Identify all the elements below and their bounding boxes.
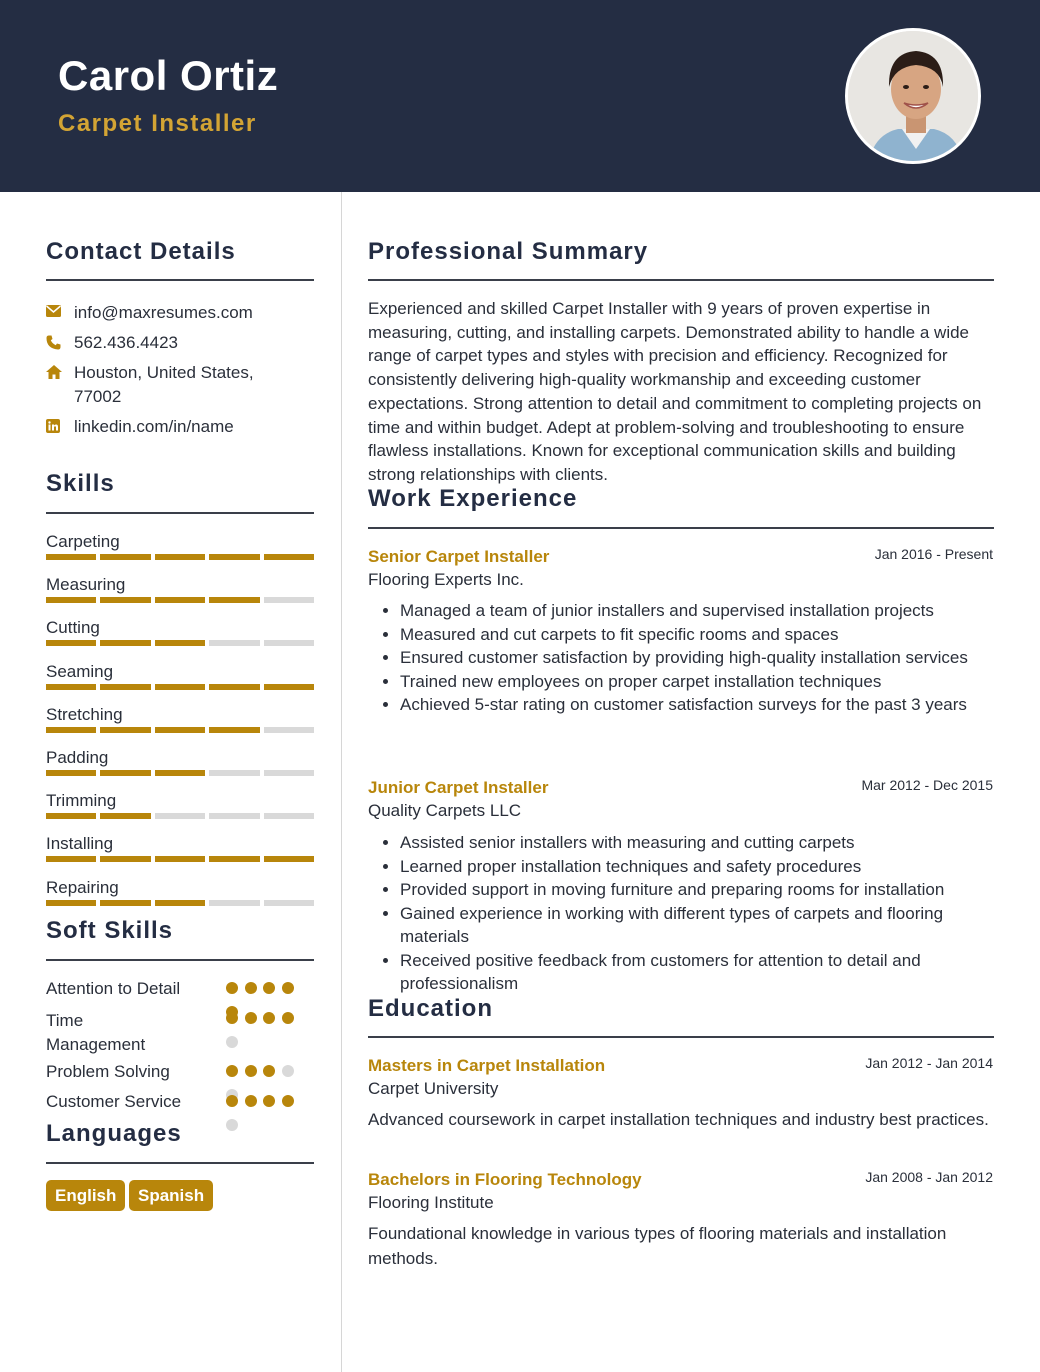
address-line-2: 77002 bbox=[74, 387, 122, 406]
list-item: • Managed a team of junior installers and supervised installation projects bbox=[400, 599, 1000, 623]
language-tag: Spanish bbox=[129, 1180, 213, 1211]
skill-level-segment bbox=[155, 856, 205, 862]
skill-name: Stretching bbox=[46, 704, 123, 724]
contact-rule bbox=[46, 279, 314, 281]
job-bullets bbox=[400, 599, 1000, 717]
soft-skill-name: Time Management bbox=[46, 1011, 146, 1054]
skill-level-segment bbox=[264, 727, 314, 733]
skill-level-segment bbox=[264, 813, 314, 819]
skill-name: Carpeting bbox=[46, 532, 120, 551]
rating-dot bbox=[282, 982, 294, 994]
skills-heading: Skills bbox=[46, 470, 115, 497]
skill-row bbox=[46, 575, 314, 595]
skill-level-segment bbox=[46, 813, 96, 819]
phone-text: 562.436.4423 bbox=[74, 333, 178, 352]
rating-dot bbox=[282, 1095, 294, 1107]
list-item: • Achieved 5-star rating on customer satisfaction surveys for the past 3 years bbox=[400, 693, 1000, 717]
skill-level-segment bbox=[155, 684, 205, 690]
list-item: • Received positive feedback from customers for attention to detail and professionalism bbox=[400, 949, 1000, 996]
envelope-icon bbox=[46, 303, 74, 323]
skill-level-segment bbox=[209, 554, 259, 560]
soft-skill-name: Problem Solving bbox=[46, 1062, 170, 1081]
job-company: Quality Carpets LLC bbox=[368, 801, 522, 820]
linkedin-text: linkedin.com/in/name bbox=[74, 417, 234, 436]
column-divider bbox=[341, 192, 342, 1372]
contact-linkedin[interactable] bbox=[46, 417, 234, 437]
skill-level-bar bbox=[46, 813, 314, 819]
skill-row bbox=[46, 705, 314, 725]
skill-level-segment bbox=[100, 727, 150, 733]
job-date: Jan 2016 - Present bbox=[874, 546, 993, 562]
job-date: Mar 2012 - Dec 2015 bbox=[861, 777, 993, 793]
rating-dot bbox=[263, 1065, 275, 1077]
skill-name: Trimming bbox=[46, 791, 117, 811]
summary-heading: Professional Summary bbox=[368, 238, 649, 265]
list-item: • Gained experience in working with different types of carpets and flooring materials bbox=[400, 902, 1000, 949]
soft-skills-heading: Soft Skills bbox=[46, 917, 174, 944]
skill-level-bar bbox=[46, 640, 314, 646]
skill-level-segment bbox=[155, 813, 205, 819]
skill-name: Measuring bbox=[46, 575, 126, 595]
skill-name: Padding bbox=[46, 748, 109, 767]
summary-text: Experienced and skilled Carpet Installer with 9 years of proven expertise in measuring, cutting, and installing carpets. Demonstrated ability to handle a wide range of carpet types and styles with precision and efficiency. Recognized for consistently delivering high-quality workmanship and exceeding customer expectations. Strong attention to detail and commitment to completing projects on time and within budget. Adept at problem-solving and troubleshooting to ensure flawless installations. Known for exceptional communication skills and building strong relationships with clients. bbox=[368, 299, 982, 484]
skill-level-bar bbox=[46, 770, 314, 776]
rating-dot bbox=[245, 1065, 257, 1077]
list-item: • Measured and cut carpets to fit specific rooms and spaces bbox=[400, 623, 1000, 647]
skill-level-bar bbox=[46, 554, 314, 560]
degree-date: Jan 2008 - Jan 2012 bbox=[865, 1169, 993, 1185]
degree-description: Foundational knowledge in various types of flooring materials and installation methods. bbox=[368, 1224, 947, 1268]
degree-title: Masters in Carpet Installation bbox=[368, 1056, 606, 1075]
skill-level-segment bbox=[100, 856, 150, 862]
rating-dot bbox=[226, 1119, 238, 1131]
skill-level-segment bbox=[100, 770, 150, 776]
degree-title: Bachelors in Flooring Technology bbox=[368, 1170, 642, 1189]
rating-dot bbox=[226, 982, 238, 994]
skill-level-segment bbox=[100, 900, 150, 906]
skill-level-segment bbox=[155, 770, 205, 776]
skill-level-segment bbox=[209, 727, 259, 733]
skill-level-segment bbox=[46, 597, 96, 603]
rating-dot bbox=[245, 1012, 257, 1024]
skill-level-segment bbox=[209, 684, 259, 690]
degree-description: Advanced coursework in carpet installation techniques and industry best practices. bbox=[368, 1110, 989, 1129]
skill-level-segment bbox=[264, 856, 314, 862]
skill-level-segment bbox=[155, 727, 205, 733]
skill-level-segment bbox=[209, 856, 259, 862]
skill-level-segment bbox=[46, 684, 96, 690]
skill-row bbox=[46, 532, 314, 552]
skill-level-segment bbox=[100, 684, 150, 690]
rating-dot bbox=[245, 1095, 257, 1107]
skill-level-bar bbox=[46, 684, 314, 690]
skill-row bbox=[46, 791, 314, 811]
skill-level-bar bbox=[46, 727, 314, 733]
job-bullets bbox=[400, 831, 1000, 996]
contact-heading: Contact Details bbox=[46, 238, 236, 265]
skill-row bbox=[46, 748, 314, 768]
languages-rule bbox=[46, 1162, 314, 1164]
skills-rule bbox=[46, 512, 314, 514]
skill-level-segment bbox=[264, 770, 314, 776]
skill-name: Installing bbox=[46, 834, 114, 854]
skill-name: Seaming bbox=[46, 661, 114, 681]
skill-level-segment bbox=[46, 900, 96, 906]
skill-level-segment bbox=[209, 597, 259, 603]
profile-photo bbox=[845, 28, 981, 164]
skill-level-segment bbox=[100, 813, 150, 819]
soft-skills-rule bbox=[46, 959, 314, 961]
skill-level-segment bbox=[264, 640, 314, 646]
soft-skill-name: Customer Service bbox=[46, 1092, 182, 1111]
address-line-1: Houston, United States, bbox=[74, 363, 254, 382]
experience-heading: Work Experience bbox=[368, 485, 578, 512]
job-company: Flooring Experts Inc. bbox=[368, 570, 524, 589]
job-title: Senior Carpet Installer bbox=[368, 547, 550, 566]
language-tag: English bbox=[46, 1180, 125, 1211]
skill-row bbox=[46, 618, 314, 638]
skill-level-segment bbox=[155, 597, 205, 603]
skill-level-segment bbox=[209, 770, 259, 776]
skill-level-bar bbox=[46, 597, 314, 603]
rating-dot bbox=[282, 1065, 294, 1077]
skill-level-segment bbox=[209, 900, 259, 906]
skill-level-segment bbox=[46, 554, 96, 560]
contact-email[interactable] bbox=[46, 303, 253, 323]
skill-level-segment bbox=[155, 640, 205, 646]
skill-level-segment bbox=[155, 900, 205, 906]
skill-row bbox=[46, 834, 314, 854]
phone-icon bbox=[46, 333, 74, 353]
summary-rule bbox=[368, 279, 994, 281]
rating-dot bbox=[263, 1012, 275, 1024]
rating-dot bbox=[226, 1095, 238, 1107]
degree-date: Jan 2012 - Jan 2014 bbox=[865, 1055, 993, 1071]
experience-rule bbox=[368, 527, 994, 529]
email-text: info@maxresumes.com bbox=[74, 303, 253, 322]
skill-level-bar bbox=[46, 856, 314, 862]
contact-phone[interactable] bbox=[46, 333, 178, 353]
soft-skill-name: Attention to Detail bbox=[46, 979, 181, 998]
rating-dot bbox=[226, 1065, 238, 1077]
contact-address bbox=[46, 363, 254, 409]
skill-level-segment bbox=[46, 770, 96, 776]
rating-dot bbox=[282, 1012, 294, 1024]
job-title: Junior Carpet Installer bbox=[368, 778, 549, 797]
skill-name: Repairing bbox=[46, 877, 119, 897]
list-item: • Provided support in moving furniture and preparing rooms for installation bbox=[400, 878, 1000, 902]
candidate-name: Carol Ortiz bbox=[58, 52, 279, 99]
linkedin-icon bbox=[46, 417, 74, 437]
skill-level-segment bbox=[46, 640, 96, 646]
home-icon bbox=[46, 363, 74, 409]
school-name: Flooring Institute bbox=[368, 1193, 494, 1212]
rating-dot bbox=[245, 982, 257, 994]
skill-level-segment bbox=[264, 597, 314, 603]
skill-row bbox=[46, 662, 314, 682]
skill-level-segment bbox=[46, 727, 96, 733]
skill-level-segment bbox=[100, 640, 150, 646]
resume-header bbox=[0, 0, 1040, 192]
list-item: • Learned proper installation techniques and safety procedures bbox=[400, 855, 1000, 879]
skill-level-bar bbox=[46, 900, 314, 906]
list-item: • Ensured customer satisfaction by providing high-quality installation services bbox=[400, 646, 1000, 670]
skill-level-segment bbox=[264, 554, 314, 560]
languages-heading: Languages bbox=[46, 1120, 182, 1147]
skill-level-segment bbox=[264, 684, 314, 690]
skill-level-segment bbox=[155, 554, 205, 560]
rating-dot bbox=[263, 982, 275, 994]
candidate-role: Carpet Installer bbox=[58, 110, 257, 137]
skill-level-segment bbox=[100, 554, 150, 560]
skill-level-segment bbox=[46, 856, 96, 862]
rating-dot bbox=[263, 1095, 275, 1107]
rating-dot bbox=[226, 1012, 238, 1024]
list-item: • Assisted senior installers with measuring and cutting carpets bbox=[400, 831, 1000, 855]
skill-level-segment bbox=[264, 900, 314, 906]
skill-level-segment bbox=[209, 813, 259, 819]
skill-name: Cutting bbox=[46, 618, 100, 638]
skill-row bbox=[46, 878, 314, 898]
education-rule bbox=[368, 1036, 994, 1038]
rating-dot bbox=[226, 1036, 238, 1048]
education-heading: Education bbox=[368, 995, 494, 1022]
skill-level-segment bbox=[100, 597, 150, 603]
list-item: • Trained new employees on proper carpet installation techniques bbox=[400, 670, 1000, 694]
school-name: Carpet University bbox=[368, 1079, 499, 1098]
skill-level-segment bbox=[209, 640, 259, 646]
